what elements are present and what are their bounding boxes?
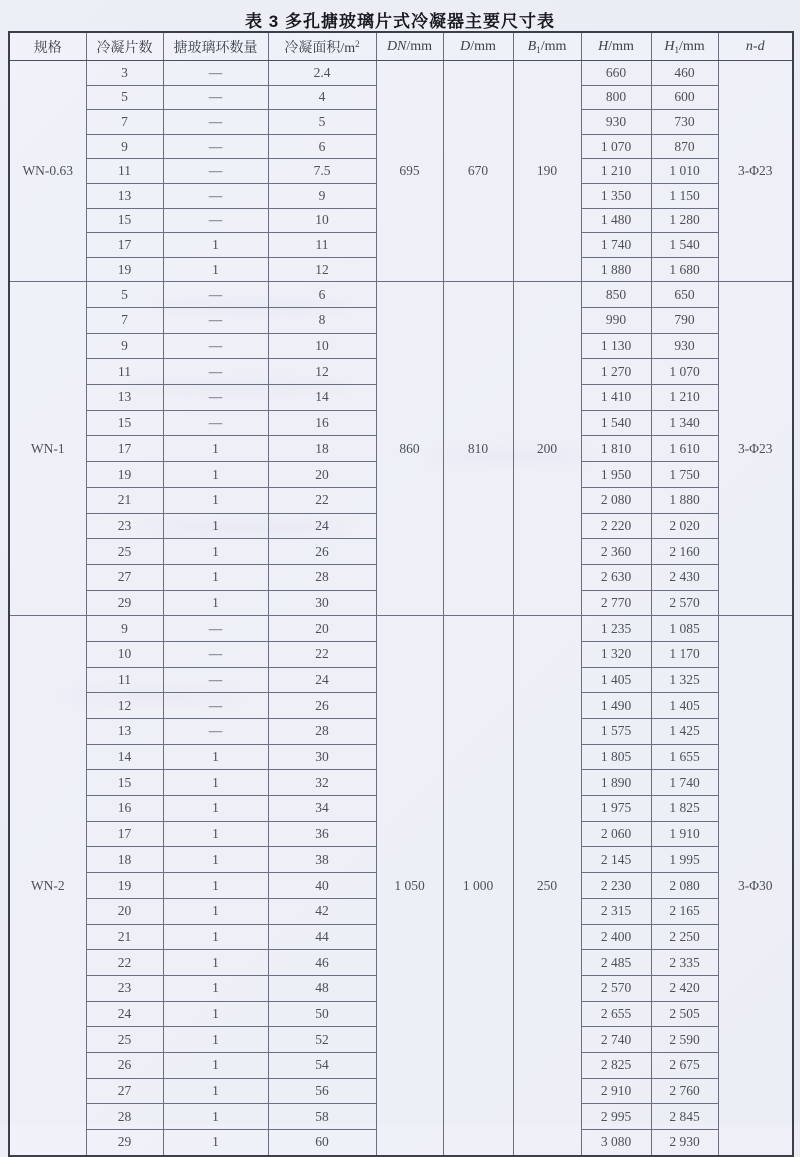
area-cell: 48	[268, 975, 376, 1001]
area-cell: 30	[268, 744, 376, 770]
plates-cell: 7	[86, 110, 163, 135]
table-row	[9, 282, 793, 308]
plates-cell: 11	[86, 359, 163, 385]
d-cell: 1 000	[443, 616, 513, 1156]
rings-cell: 1	[163, 924, 268, 950]
area-cell: 12	[268, 257, 376, 282]
area-cell: 40	[268, 873, 376, 899]
spec-cell: WN-0.63	[9, 61, 86, 282]
rings-cell: —	[163, 667, 268, 693]
rings-cell: 1	[163, 539, 268, 565]
plates-cell: 15	[86, 208, 163, 233]
header-cell-rings: 搪玻璃环数量	[163, 32, 268, 61]
plates-cell: 23	[86, 975, 163, 1001]
h-cell: 1 210	[581, 159, 651, 184]
area-cell: 52	[268, 1027, 376, 1053]
rings-cell: 1	[163, 950, 268, 976]
plates-cell: 13	[86, 719, 163, 745]
plates-cell: 21	[86, 924, 163, 950]
h-cell: 930	[581, 110, 651, 135]
h-cell: 1 235	[581, 616, 651, 642]
area-cell: 20	[268, 616, 376, 642]
rings-cell: 1	[163, 436, 268, 462]
area-cell: 20	[268, 462, 376, 488]
rings-cell: —	[163, 183, 268, 208]
rings-cell: —	[163, 61, 268, 86]
h-cell: 1 975	[581, 796, 651, 822]
area-cell: 6	[268, 134, 376, 159]
rings-cell: 1	[163, 257, 268, 282]
plates-cell: 25	[86, 1027, 163, 1053]
rings-cell: —	[163, 641, 268, 667]
area-cell: 30	[268, 590, 376, 616]
h1-cell: 2 335	[651, 950, 718, 976]
plates-cell: 22	[86, 950, 163, 976]
header-cell-dn: DN/mm	[376, 32, 443, 61]
h1-cell: 2 160	[651, 539, 718, 565]
h-cell: 2 485	[581, 950, 651, 976]
rings-cell: —	[163, 159, 268, 184]
plates-cell: 9	[86, 333, 163, 359]
h-cell: 990	[581, 308, 651, 334]
h1-cell: 1 325	[651, 667, 718, 693]
h1-cell: 2 165	[651, 898, 718, 924]
plates-cell: 15	[86, 770, 163, 796]
area-cell: 9	[268, 183, 376, 208]
area-cell: 11	[268, 233, 376, 258]
h1-cell: 1 070	[651, 359, 718, 385]
h1-cell: 2 250	[651, 924, 718, 950]
plates-cell: 5	[86, 85, 163, 110]
h1-cell: 2 675	[651, 1052, 718, 1078]
h-cell: 1 410	[581, 385, 651, 411]
area-cell: 24	[268, 667, 376, 693]
h-cell: 2 995	[581, 1104, 651, 1130]
d-cell: 810	[443, 282, 513, 616]
plates-cell: 14	[86, 744, 163, 770]
rings-cell: 1	[163, 590, 268, 616]
h1-cell: 930	[651, 333, 718, 359]
rings-cell: —	[163, 385, 268, 411]
h1-cell: 730	[651, 110, 718, 135]
h-cell: 1 880	[581, 257, 651, 282]
h1-cell: 870	[651, 134, 718, 159]
h1-cell: 2 570	[651, 590, 718, 616]
plates-cell: 29	[86, 1130, 163, 1156]
header-cell-plates: 冷凝片数	[86, 32, 163, 61]
area-cell: 7.5	[268, 159, 376, 184]
dn-cell: 695	[376, 61, 443, 282]
area-cell: 24	[268, 513, 376, 539]
area-cell: 14	[268, 385, 376, 411]
rings-cell: —	[163, 134, 268, 159]
area-cell: 26	[268, 539, 376, 565]
plates-cell: 19	[86, 257, 163, 282]
plates-cell: 13	[86, 385, 163, 411]
header-cell-h1: $H_1/mm$	[651, 32, 718, 61]
h-cell: 2 360	[581, 539, 651, 565]
rings-cell: 1	[163, 975, 268, 1001]
h-cell: 1 490	[581, 693, 651, 719]
area-cell: 32	[268, 770, 376, 796]
area-cell: 10	[268, 208, 376, 233]
h-cell: 800	[581, 85, 651, 110]
rings-cell: —	[163, 616, 268, 642]
h1-cell: 1 405	[651, 693, 718, 719]
nd-cell: 3-Φ23	[718, 61, 793, 282]
h-cell: 2 740	[581, 1027, 651, 1053]
plates-cell: 29	[86, 590, 163, 616]
rings-cell: 1	[163, 1104, 268, 1130]
area-cell: 22	[268, 487, 376, 513]
rings-cell: 1	[163, 487, 268, 513]
area-cell: 56	[268, 1078, 376, 1104]
header-cell-d: D/mm	[443, 32, 513, 61]
h1-cell: 1 210	[651, 385, 718, 411]
spec-cell: WN-2	[9, 616, 86, 1156]
rings-cell: 1	[163, 564, 268, 590]
rings-cell: 1	[163, 744, 268, 770]
h1-cell: 650	[651, 282, 718, 308]
area-cell: 4	[268, 85, 376, 110]
plates-cell: 21	[86, 487, 163, 513]
area-cell: 46	[268, 950, 376, 976]
h1-cell: 790	[651, 308, 718, 334]
h-cell: 1 540	[581, 410, 651, 436]
rings-cell: 1	[163, 873, 268, 899]
area-cell: 36	[268, 821, 376, 847]
h1-cell: 1 880	[651, 487, 718, 513]
plates-cell: 19	[86, 873, 163, 899]
area-cell: 8	[268, 308, 376, 334]
area-cell: 38	[268, 847, 376, 873]
plates-cell: 13	[86, 183, 163, 208]
area-cell: 10	[268, 333, 376, 359]
area-cell: 58	[268, 1104, 376, 1130]
h1-cell: 1 540	[651, 233, 718, 258]
rings-cell: 1	[163, 513, 268, 539]
plates-cell: 24	[86, 1001, 163, 1027]
area-cell: 28	[268, 719, 376, 745]
h1-cell: 1 740	[651, 770, 718, 796]
area-cell: 60	[268, 1130, 376, 1156]
h-cell: 1 890	[581, 770, 651, 796]
h1-cell: 2 760	[651, 1078, 718, 1104]
area-cell: 28	[268, 564, 376, 590]
h1-cell: 1 425	[651, 719, 718, 745]
h1-cell: 2 430	[651, 564, 718, 590]
h-cell: 1 805	[581, 744, 651, 770]
h1-cell: 460	[651, 61, 718, 86]
header-cell-nd: n-d	[718, 32, 793, 61]
plates-cell: 9	[86, 134, 163, 159]
h-cell: 1 320	[581, 641, 651, 667]
plates-cell: 9	[86, 616, 163, 642]
header-cell-spec: 规格	[9, 32, 86, 61]
h-cell: 1 480	[581, 208, 651, 233]
rings-cell: 1	[163, 821, 268, 847]
d-cell: 670	[443, 61, 513, 282]
h1-cell: 1 085	[651, 616, 718, 642]
h-cell: 1 740	[581, 233, 651, 258]
h-cell: 2 220	[581, 513, 651, 539]
h-cell: 2 630	[581, 564, 651, 590]
h-cell: 1 270	[581, 359, 651, 385]
h-cell: 2 080	[581, 487, 651, 513]
area-cell: 22	[268, 641, 376, 667]
rings-cell: 1	[163, 233, 268, 258]
h1-cell: 2 020	[651, 513, 718, 539]
area-cell: 42	[268, 898, 376, 924]
h-cell: 2 315	[581, 898, 651, 924]
h-cell: 2 770	[581, 590, 651, 616]
h1-cell: 2 420	[651, 975, 718, 1001]
h-cell: 2 230	[581, 873, 651, 899]
h1-cell: 1 655	[651, 744, 718, 770]
rings-cell: 1	[163, 770, 268, 796]
rings-cell: 1	[163, 847, 268, 873]
h1-cell: 2 505	[651, 1001, 718, 1027]
plates-cell: 26	[86, 1052, 163, 1078]
rings-cell: 1	[163, 1027, 268, 1053]
plates-cell: 28	[86, 1104, 163, 1130]
h1-cell: 1 995	[651, 847, 718, 873]
area-cell: 50	[268, 1001, 376, 1027]
h1-cell: 1 610	[651, 436, 718, 462]
plates-cell: 10	[86, 641, 163, 667]
h-cell: 850	[581, 282, 651, 308]
spec-cell: WN-1	[9, 282, 86, 616]
page-title: 表 3 多孔搪玻璃片式冷凝器主要尺寸表	[245, 12, 555, 31]
h1-cell: 2 080	[651, 873, 718, 899]
condenser-dimensions-table	[8, 31, 794, 1157]
h-cell: 2 655	[581, 1001, 651, 1027]
area-cell: 26	[268, 693, 376, 719]
area-cell: 5	[268, 110, 376, 135]
table-body	[9, 61, 793, 1156]
h-cell: 1 070	[581, 134, 651, 159]
h1-cell: 1 340	[651, 410, 718, 436]
header-cell-h: H/mm	[581, 32, 651, 61]
h-cell: 1 950	[581, 462, 651, 488]
h-cell: 660	[581, 61, 651, 86]
area-cell: 6	[268, 282, 376, 308]
h-cell: 1 810	[581, 436, 651, 462]
area-cell: 18	[268, 436, 376, 462]
plates-cell: 17	[86, 821, 163, 847]
rings-cell: —	[163, 410, 268, 436]
rings-cell: —	[163, 282, 268, 308]
rings-cell: 1	[163, 796, 268, 822]
h-cell: 2 400	[581, 924, 651, 950]
plates-cell: 19	[86, 462, 163, 488]
rings-cell: 1	[163, 1078, 268, 1104]
h1-cell: 1 170	[651, 641, 718, 667]
h-cell: 2 570	[581, 975, 651, 1001]
h-cell: 1 130	[581, 333, 651, 359]
rings-cell: 1	[163, 462, 268, 488]
rings-cell: —	[163, 333, 268, 359]
h1-cell: 1 680	[651, 257, 718, 282]
rings-cell: —	[163, 719, 268, 745]
rings-cell: —	[163, 359, 268, 385]
area-cell: 2.4	[268, 61, 376, 86]
b1-cell: 200	[513, 282, 581, 616]
table-row	[9, 61, 793, 86]
h-cell: 2 910	[581, 1078, 651, 1104]
plates-cell: 27	[86, 564, 163, 590]
plates-cell: 25	[86, 539, 163, 565]
table-row	[9, 616, 793, 642]
plates-cell: 12	[86, 693, 163, 719]
h1-cell: 2 590	[651, 1027, 718, 1053]
rings-cell: —	[163, 693, 268, 719]
plates-cell: 11	[86, 159, 163, 184]
plates-cell: 17	[86, 436, 163, 462]
nd-cell: 3-Φ30	[718, 616, 793, 1156]
plates-cell: 18	[86, 847, 163, 873]
rings-cell: 1	[163, 1001, 268, 1027]
area-cell: 16	[268, 410, 376, 436]
h-cell: 1 405	[581, 667, 651, 693]
rings-cell: 1	[163, 1130, 268, 1156]
rings-cell: —	[163, 110, 268, 135]
rings-cell: 1	[163, 898, 268, 924]
plates-cell: 23	[86, 513, 163, 539]
h1-cell: 600	[651, 85, 718, 110]
rings-cell: —	[163, 85, 268, 110]
b1-cell: 250	[513, 616, 581, 1156]
plates-cell: 3	[86, 61, 163, 86]
h1-cell: 1 825	[651, 796, 718, 822]
dn-cell: 1 050	[376, 616, 443, 1156]
rings-cell: —	[163, 208, 268, 233]
plates-cell: 20	[86, 898, 163, 924]
area-cell: 12	[268, 359, 376, 385]
area-cell: 54	[268, 1052, 376, 1078]
plates-cell: 5	[86, 282, 163, 308]
header-cell-b1: $B_1/mm$	[513, 32, 581, 61]
h-cell: 2 145	[581, 847, 651, 873]
plates-cell: 16	[86, 796, 163, 822]
header-cell-area: 冷凝面积$/m^2$	[268, 32, 376, 61]
area-cell: 34	[268, 796, 376, 822]
b1-cell: 190	[513, 61, 581, 282]
h1-cell: 1 750	[651, 462, 718, 488]
h1-cell: 1 010	[651, 159, 718, 184]
plates-cell: 7	[86, 308, 163, 334]
h1-cell: 2 930	[651, 1130, 718, 1156]
h-cell: 3 080	[581, 1130, 651, 1156]
h1-cell: 1 910	[651, 821, 718, 847]
table-header	[9, 32, 793, 61]
h1-cell: 2 845	[651, 1104, 718, 1130]
h-cell: 1 575	[581, 719, 651, 745]
h1-cell: 1 150	[651, 183, 718, 208]
rings-cell: 1	[163, 1052, 268, 1078]
h-cell: 2 825	[581, 1052, 651, 1078]
plates-cell: 11	[86, 667, 163, 693]
plates-cell: 27	[86, 1078, 163, 1104]
rings-cell: —	[163, 308, 268, 334]
area-cell: 44	[268, 924, 376, 950]
h-cell: 1 350	[581, 183, 651, 208]
nd-cell: 3-Φ23	[718, 282, 793, 616]
h1-cell: 1 280	[651, 208, 718, 233]
plates-cell: 15	[86, 410, 163, 436]
dn-cell: 860	[376, 282, 443, 616]
h-cell: 2 060	[581, 821, 651, 847]
plates-cell: 17	[86, 233, 163, 258]
